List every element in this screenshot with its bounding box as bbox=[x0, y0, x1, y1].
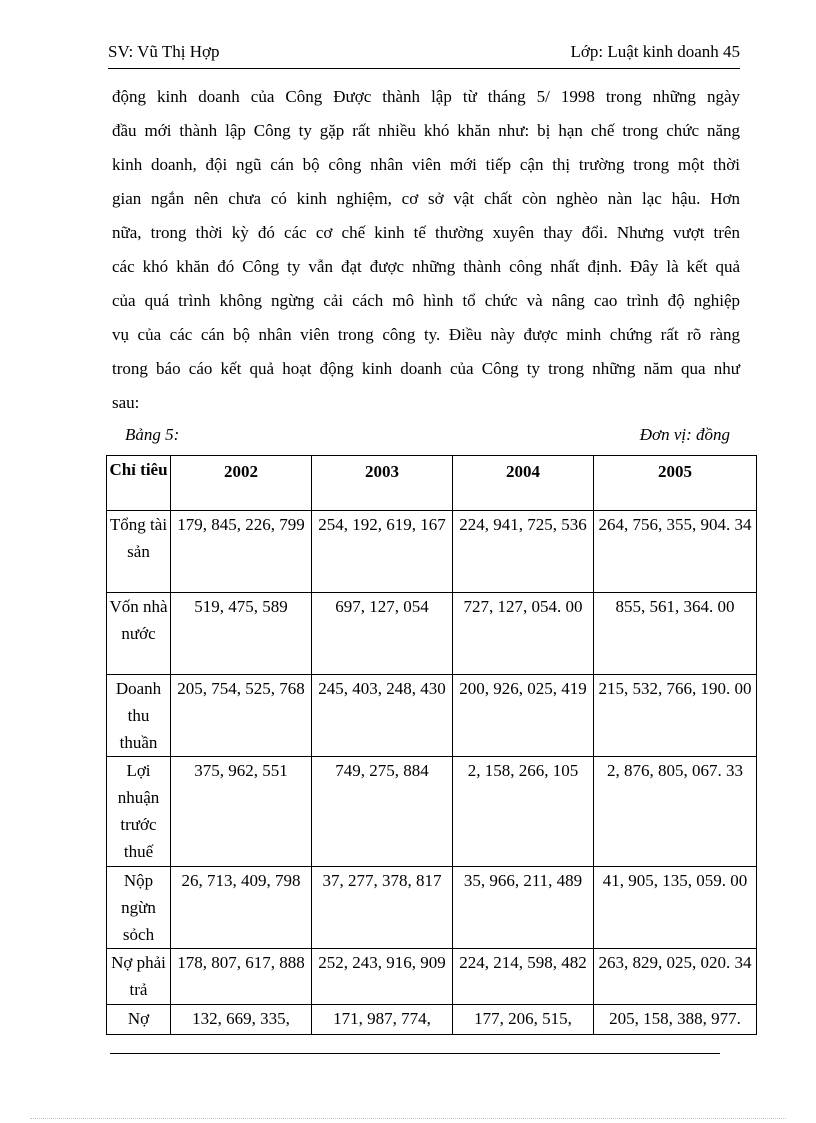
paragraph-line: gian ngắn nên chưa có kinh nghiệm, cơ sở vật chất còn nghèo nàn lạc hậu. Hơn bbox=[112, 189, 740, 208]
table-cell: 224, 941, 725, 536 bbox=[453, 511, 594, 593]
table-cell: 749, 275, 884 bbox=[312, 757, 453, 867]
table-cell: 224, 214, 598, 482 bbox=[453, 949, 594, 1005]
table-cell: 178, 807, 617, 888 bbox=[171, 949, 312, 1005]
row-label: Doanh thu thuần bbox=[107, 675, 171, 757]
table-cell: 252, 243, 916, 909 bbox=[312, 949, 453, 1005]
paragraph-line: đầu mới thành lập Công ty gặp rất nhiều khó khăn như: bị hạn chế trong chức năng bbox=[112, 121, 740, 140]
table-caption: Bảng 5: bbox=[125, 425, 180, 444]
table-row bbox=[107, 593, 757, 675]
table-cell: 179, 845, 226, 799 bbox=[171, 511, 312, 593]
paragraph-line: động kinh doanh của Công Được thành lập từ tháng 5/ 1998 trong những ngày bbox=[112, 87, 740, 106]
header-student: SV: Vũ Thị Hợp bbox=[108, 42, 220, 61]
table-row bbox=[107, 511, 757, 593]
paragraph-line: trong báo cáo kết quả hoạt động kinh doanh của Công ty trong những năm qua như bbox=[112, 359, 740, 378]
table-header-row bbox=[107, 456, 757, 511]
header-cell: Chỉ tiêu bbox=[107, 456, 171, 511]
footer-rule bbox=[110, 1053, 720, 1054]
paragraph-line: của quá trình không ngừng cải cách mô hình tổ chức và nâng cao trình độ nghiệp bbox=[112, 291, 740, 310]
table-cell: 200, 926, 025, 419 bbox=[453, 675, 594, 757]
header-class: Lớp: Luật kinh doanh 45 bbox=[570, 42, 740, 61]
table-cell: 132, 669, 335, bbox=[171, 1005, 312, 1035]
table-cell: 264, 756, 355, 904. 34 bbox=[594, 511, 757, 593]
paragraph-line: các khó khăn đó Công ty vẫn đạt được những thành công nhất định. Đây là kết quả bbox=[112, 257, 740, 276]
header-cell: 2002 bbox=[171, 456, 312, 511]
page-header bbox=[108, 42, 740, 69]
table-cell: 177, 206, 515, bbox=[453, 1005, 594, 1035]
table-cell: 519, 475, 589 bbox=[171, 593, 312, 675]
table-row bbox=[107, 949, 757, 1005]
table-cell: 205, 158, 388, 977. bbox=[594, 1005, 757, 1035]
table-row bbox=[107, 1005, 757, 1035]
table-cell: 37, 277, 378, 817 bbox=[312, 867, 453, 949]
paragraph-line: kinh doanh, đội ngũ cán bộ công nhân viên mới tiếp cận thị trường trong một thời bbox=[112, 155, 740, 174]
table-cell: 41, 905, 135, 059. 00 bbox=[594, 867, 757, 949]
table-cell: 263, 829, 025, 020. 34 bbox=[594, 949, 757, 1005]
header-cell: 2003 bbox=[312, 456, 453, 511]
table-cell: 2, 876, 805, 067. 33 bbox=[594, 757, 757, 867]
row-label: Nộp ngừn sỏch bbox=[107, 867, 171, 949]
paragraph-line: sau: bbox=[112, 393, 140, 412]
table-cell: 375, 962, 551 bbox=[171, 757, 312, 867]
table-cell: 205, 754, 525, 768 bbox=[171, 675, 312, 757]
table-cell: 245, 403, 248, 430 bbox=[312, 675, 453, 757]
paragraph-line: nữa, trong thời kỳ đó các cơ chế kinh tế thường xuyên thay đổi. Nhưng vượt trên bbox=[112, 223, 740, 242]
table-cell: 2, 158, 266, 105 bbox=[453, 757, 594, 867]
table-cell: 254, 192, 619, 167 bbox=[312, 511, 453, 593]
table-row bbox=[107, 675, 757, 757]
paragraph-line: vụ của các cán bộ nhân viên trong công ty. Điều này được minh chứng rất rõ ràng bbox=[112, 325, 740, 344]
table-cell: 727, 127, 054. 00 bbox=[453, 593, 594, 675]
row-label: Nợ bbox=[107, 1005, 171, 1035]
table-cell: 215, 532, 766, 190. 00 bbox=[594, 675, 757, 757]
header-cell: 2005 bbox=[594, 456, 757, 511]
table-cell: 26, 713, 409, 798 bbox=[171, 867, 312, 949]
body-paragraph bbox=[112, 80, 740, 420]
table-cell: 171, 987, 774, bbox=[312, 1005, 453, 1035]
table-unit: Đơn vị: đồng bbox=[639, 425, 730, 444]
financial-table bbox=[106, 455, 757, 1035]
table-row bbox=[107, 757, 757, 867]
row-label: Lợi nhuận trước thuế bbox=[107, 757, 171, 867]
row-label: Vốn nhà nước bbox=[107, 593, 171, 675]
page-edge-divider bbox=[30, 1118, 786, 1119]
row-label: Nợ phải trả bbox=[107, 949, 171, 1005]
row-label: Tổng tài sản bbox=[107, 511, 171, 593]
table-cell: 855, 561, 364. 00 bbox=[594, 593, 757, 675]
table-cell: 697, 127, 054 bbox=[312, 593, 453, 675]
table-cell: 35, 966, 211, 489 bbox=[453, 867, 594, 949]
table-row bbox=[107, 867, 757, 949]
header-cell: 2004 bbox=[453, 456, 594, 511]
